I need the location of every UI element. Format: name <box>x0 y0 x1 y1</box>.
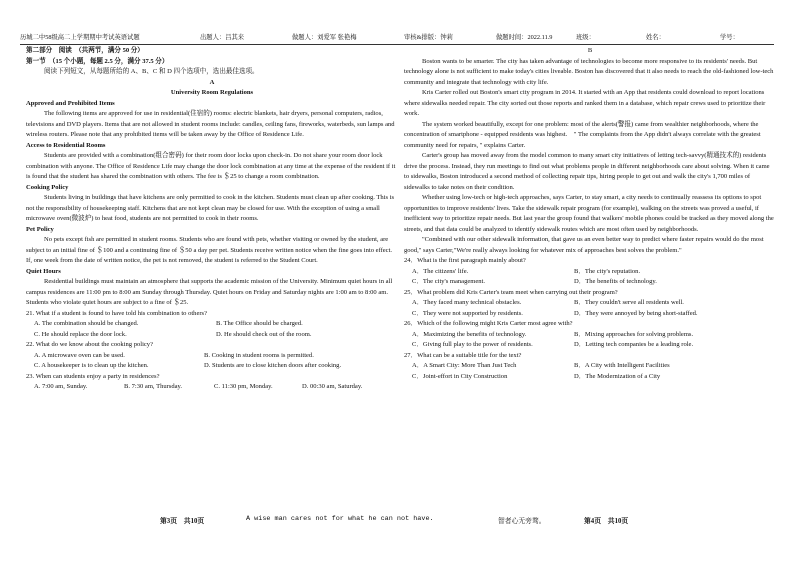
exam-date: 做题时间：2022.11.9 <box>496 34 553 41</box>
option[interactable]: C．The city's management. <box>412 278 485 285</box>
right-column <box>404 46 776 382</box>
question-24: 24．What is the first paragraph mainly about? <box>404 257 526 264</box>
part-heading: 第二部分 阅读 （共两节，满分 50 分） <box>26 47 144 54</box>
option[interactable]: A. The combination should be changed. <box>34 320 139 327</box>
option[interactable]: D. He should check out of the room. <box>216 330 312 338</box>
page-header <box>20 32 774 45</box>
option[interactable]: A．Maximizing the benefits of technology. <box>412 330 527 338</box>
page-number-left: 第3页 共10页 <box>160 518 205 525</box>
option[interactable]: C．Joint-effort in City Construction <box>412 372 508 380</box>
exam-title: 历城二中58级高二上学期期中考试英语试题 <box>20 34 140 41</box>
option[interactable]: D. 00:30 am, Saturday. <box>302 383 363 390</box>
option[interactable]: C. 11:30 pm, Monday. <box>214 383 273 390</box>
option[interactable]: C. He should replace the door lock. <box>34 330 127 338</box>
heading-access: Access to Residential Rooms <box>26 141 106 149</box>
option[interactable]: A．They faced many technical obstacles. <box>412 299 522 306</box>
passage-a-letter: A <box>209 78 215 86</box>
name-label: 姓名： <box>646 34 665 41</box>
paragraph: The system worked beautifully, except for one problem: most of the alerts(警报) came from wealthier neighborhoods, where the concentration of smartphone - equipped residents was highest. " The complaints from the App didn't always correlate with the greatest community need for repairs, " explains Carter. <box>404 120 761 149</box>
option[interactable]: B．Mixing approaches for solving problems. <box>574 330 694 338</box>
passage-b-letter: B <box>587 47 593 54</box>
paragraph: The following items are approved for use in residential(住宿的) rooms: electric blankets, hair dryers, personal computers, radios, televisions and DVD players. Items that are not allowed in student rooms include: candles, ceiling fans, fireworks, waterbeds, sun lamps and wireless routers. Please note that any prohibited items will be taken away by the Office of Residence Life. <box>26 110 395 138</box>
paragraph: No pets except fish are permitted in student rooms. Students who are found with pets, whether visiting or owned by the student, are subject to an initial fine of ＄100 and a continuing fine of ＄50 a day per pet. Students receive written notice when the fine goes into effect. If, one week from the date of written notice, the pet is not removed, the student is referred to the Student Court. <box>26 236 393 264</box>
question-26: 26．Which of the following might Kris Carter most agree with? <box>404 320 573 327</box>
section-heading: 第一节 （15 个小题，每题 2.5 分，满分 37.5 分） <box>26 57 169 65</box>
question-22: 22. What do we know about the cooking policy? <box>26 341 153 348</box>
paragraph: Carter's group has moved away from the model common to many smart city initiatives of letting tech-savvy(精通技术的) residents drive the process. Instead, they run meetings to find out what problems people in different neighborhoods care about solving. When it came to sidewalks, Boston introduced a second method of collecting repair tips, hiring people to get out and walk the city's 1,700 miles of sidewalks to take notes on their condition. <box>404 152 770 191</box>
id-label: 学号： <box>720 34 739 41</box>
paragraph: Students are provided with a combination(组合密码) for their room door locks upon check-in. Do not share your room door lock combination with anyone. The Office of Residence Life may change the door lock combination at any time at the expense of the resident if it is found that the student has shared the combination with others. The fee is ＄25 to change a room combination. <box>26 152 396 180</box>
option[interactable]: A. A microwave oven can be used. <box>34 351 125 359</box>
option[interactable]: D．They were annoyed by being short-staffed. <box>574 309 698 317</box>
question-21: 21. What if a student is found to have told his combination to others? <box>26 309 207 317</box>
paragraph: Students living in buildings that have kitchens are only permitted to cook in the kitchen. Students must clean up after cooking. This is not the responsibility of housekeeping staff. Kitchens that are not kept clean may be closed for use. With the exception of using a small microwave oven(微波炉) to heat food, students are not permitted to cook in their rooms. <box>26 194 395 222</box>
option[interactable]: B．A City with Intelligent Facilities <box>574 362 670 369</box>
option[interactable]: C. A housekeeper is to clean up the kitchen. <box>34 362 149 369</box>
question-23: 23. When can students enjoy a party in residences? <box>26 372 160 380</box>
paragraph: Boston wants to be smarter. The city has taken advantage of technologies to become more responsive to its residents' needs. But technology alone is not sufficient to make today's cities liveable. Boston has discovered that it also needs to reach the old-fashioned low-tech community and integrate that technology with city life. <box>404 57 774 86</box>
option[interactable]: A. 7:00 am, Sunday. <box>34 383 88 390</box>
author: 出题人：吕其来 <box>200 34 245 41</box>
heading-pets: Pet Policy <box>26 225 54 233</box>
option[interactable]: B．The city's reputation. <box>574 267 641 275</box>
option[interactable]: B. The Office should be charged. <box>216 320 303 327</box>
question-27: 27．What can be a suitable title for the text? <box>404 351 522 359</box>
option[interactable]: D．The Modernization of a City <box>574 372 661 380</box>
page-number-right: 第4页 共10页 <box>584 518 629 525</box>
heading-quiet: Quiet Hours <box>26 267 61 275</box>
question-25: 25．What problem did Kris Carter's team meet when carrying out their program? <box>404 288 618 296</box>
option[interactable]: A．The citizens' life. <box>412 267 469 275</box>
reviewer: 做题人：刘爱军 张艳梅 <box>292 34 357 41</box>
class-label: 班级： <box>576 34 595 41</box>
option[interactable]: D．Letting tech companies be a leading role. <box>574 341 694 348</box>
paragraph: Kris Carter rolled out Boston's smart city program in 2014. It started with an App that residents could download to report locations where sidewalks needed repair. The city sorted out those reports and ranked them in a database, which repair crews used to prioritize their work. <box>404 89 766 117</box>
paragraph: "Combined with our other sidewalk information, that gave us an even better way to predict where faster repairs would do the most good," says Carter,"We're really always looking for whatever mix of approaches best solves the problem." <box>404 236 764 254</box>
option[interactable]: D. Students are to close kitchen doors after cooking. <box>204 362 342 369</box>
option[interactable]: B. 7:30 am, Thursday. <box>124 383 183 390</box>
motto-chinese: 智者心无旁骛。 <box>498 518 546 525</box>
editor: 审核&排版：钟莉 <box>404 34 453 41</box>
paragraph: Residential buildings must maintain an atmosphere that supports the academic mission of the University. Minimum quiet hours in all campus residences are 11:00 pm to 8:00 am Sunday through Thursday. Quiet hours on Friday and Saturday nights are 1:00 am to 8:00 am. Students who violate quiet hours are subject to a fine of ＄25. <box>26 278 393 306</box>
instruction: 阅读下列短文，从每题所给的 A、B、C 和 D 四个选项中，选出最佳选项。 <box>44 68 259 75</box>
option[interactable]: C．They were not supported by residents. <box>412 309 523 317</box>
paragraph: Whether using low-tech or high-tech approaches, says Carter, to stay smart, a city needs to continually reassess its options to spot opportunities to improve residents' lives. Take the sidewalk repair program (for example), walking on the streets was proved a useful, if inefficient way to prioritize repair needs. But last year the group found that walkers' mobile phones could be tracked as they moved along the streets, and that data could be analyzed to identify sidewalk routes which are most often used by neighborhoods. <box>404 194 774 233</box>
option[interactable]: B．They couldn't serve all residents well. <box>574 299 684 306</box>
heading-cooking: Cooking Policy <box>26 183 69 191</box>
heading-items: Approved and Prohibited Items <box>26 99 115 107</box>
option[interactable]: D．The benefits of technology. <box>574 278 657 285</box>
passage-a-title: University Room Regulations <box>170 89 254 96</box>
option[interactable]: B. Cooking in student rooms is permitted. <box>204 351 314 359</box>
option[interactable]: A．A Smart City: More Than Just Tech <box>412 362 517 369</box>
left-column <box>26 46 398 393</box>
motto-english: A wise man cares not for what he can not have. <box>246 515 434 523</box>
option[interactable]: C．Giving full play to the power of residents. <box>412 341 533 348</box>
